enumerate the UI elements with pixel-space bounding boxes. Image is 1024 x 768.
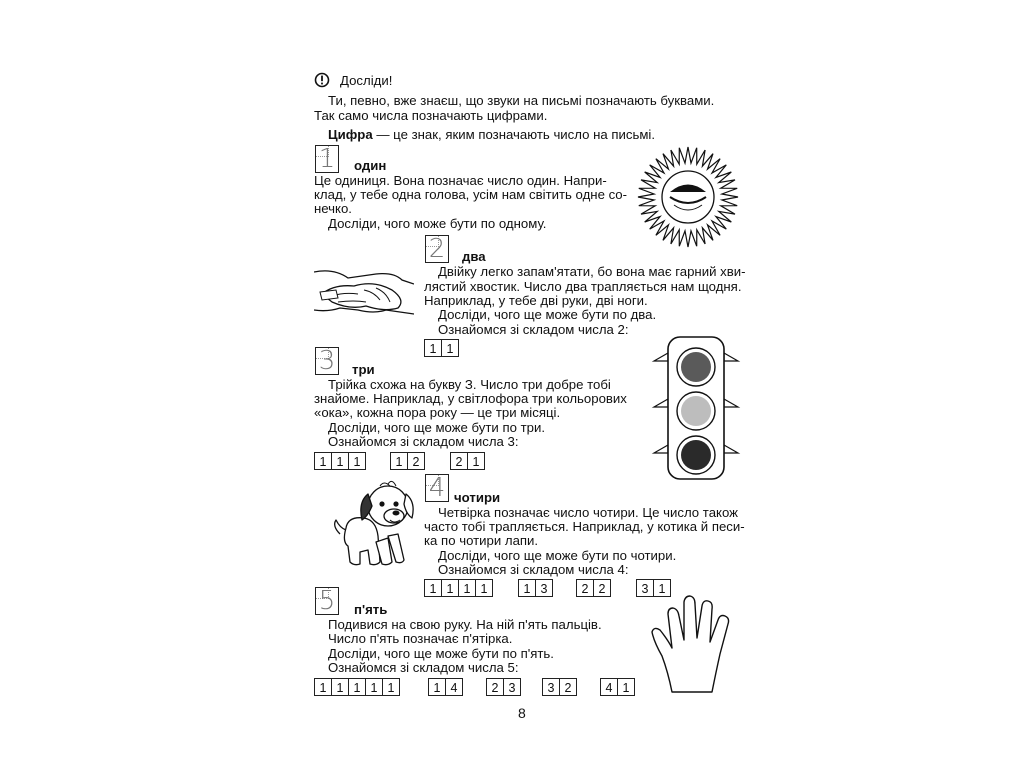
text-line: «ока», кожна пора року — це три місяці.: [314, 405, 561, 420]
text-line: ка по чотири лапи.: [424, 533, 539, 548]
text-line: Це одиниця. Вона позначає число один. Напри-: [314, 173, 607, 188]
hand-illustration: [650, 592, 742, 696]
text-line: Наприклад, у тебе дві руки, дві ноги.: [424, 293, 648, 308]
number-word-two: два: [462, 249, 486, 264]
text-line: Досліди, чого може бути по одному.: [328, 216, 547, 231]
digit-box-three: 3: [315, 347, 339, 375]
composition-cell: 1: [331, 678, 349, 696]
composition-cell: 1: [441, 339, 459, 357]
composition-5-3: [542, 678, 577, 696]
composition-cell: 3: [542, 678, 560, 696]
number-word-four: чотири: [454, 490, 501, 505]
composition-cell: 1: [424, 339, 442, 357]
composition-cell: 3: [535, 579, 553, 597]
composition-5-0: [314, 678, 400, 696]
text-line: лястий хвостик. Число два трапляється нам щодня.: [424, 279, 742, 294]
composition-cell: 1: [424, 579, 442, 597]
number-word-three: три: [352, 362, 375, 377]
digit-box-two: 2: [425, 235, 449, 263]
definition: [328, 127, 655, 142]
text-line: Досліди, чого ще може бути по п'ять.: [328, 646, 554, 661]
text-line: Двійку легко запам'ятати, бо вона має гарний хви-: [438, 264, 746, 279]
text-line: нечко.: [314, 201, 352, 216]
text-line: Трійка схожа на букву З. Число три добре тобі: [328, 377, 611, 392]
intro-line: Ти, певно, вже знаєш, що звуки на письмі позначають буквами.: [328, 93, 715, 108]
text-line: часто тобі трапляється. Наприклад, у котика й песи-: [424, 519, 745, 534]
composition-3-2: [450, 452, 485, 470]
text-line: Ознайомся зі складом числа 3:: [328, 434, 519, 449]
composition-3-0: [314, 452, 366, 470]
composition-4-2: [576, 579, 611, 597]
text-line: Досліди, чого ще може бути по два.: [438, 307, 657, 322]
composition-cell: 2: [450, 452, 468, 470]
text-line: Досліди, чого ще може бути по три.: [328, 420, 545, 435]
page-number: 8: [518, 705, 526, 721]
text-line: Число п'ять позначає п'ятірка.: [328, 631, 513, 646]
composition-cell: 4: [600, 678, 618, 696]
number-word-one: один: [354, 158, 387, 173]
puppy-illustration: [330, 476, 414, 572]
traffic-light-illustration: [650, 333, 742, 483]
composition-cell: 3: [636, 579, 654, 597]
composition-3-1: [390, 452, 425, 470]
composition-cell: 1: [348, 452, 366, 470]
intro-line: Так само числа позначають цифрами.: [314, 108, 548, 123]
section-title: Досліди!: [340, 73, 393, 88]
composition-cell: 1: [331, 452, 349, 470]
digit-box-five: 5: [315, 587, 339, 615]
text-line: Досліди, чого ще може бути по чотири.: [438, 548, 677, 563]
text-line: Ознайомся зі складом числа 5:: [328, 660, 519, 675]
text-line: знайоме. Наприклад, у світлофора три кольорових: [314, 391, 627, 406]
definition-text: — це знак, яким позначають число на письмі.: [372, 127, 656, 142]
composition-5-2: [486, 678, 521, 696]
composition-cell: 1: [314, 678, 332, 696]
composition-cell: 1: [467, 452, 485, 470]
digit-box-one: 1: [315, 145, 339, 173]
composition-cell: 1: [458, 579, 476, 597]
composition-cell: 3: [503, 678, 521, 696]
definition-term: Цифра: [328, 127, 373, 142]
exclamation-circle-icon: [314, 72, 330, 88]
number-word-five: п'ять: [354, 602, 388, 617]
composition-cell: 2: [559, 678, 577, 696]
composition-cell: 1: [518, 579, 536, 597]
text-line: Ознайомся зі складом числа 4:: [438, 562, 629, 577]
composition-cell: 2: [576, 579, 594, 597]
composition-5-1: [428, 678, 463, 696]
composition-cell: 1: [617, 678, 635, 696]
composition-cell: 1: [441, 579, 459, 597]
text-line: Подивися на свою руку. На ній п'ять пальців.: [328, 617, 602, 632]
composition-cell: 1: [365, 678, 383, 696]
composition-cell: 1: [428, 678, 446, 696]
composition-cell: 1: [653, 579, 671, 597]
text-line: Ознайомся зі складом числа 2:: [438, 322, 629, 337]
composition-2-0: [424, 339, 459, 357]
sun-illustration: [636, 145, 740, 249]
composition-cell: 1: [382, 678, 400, 696]
text-line: Четвірка позначає число чотири. Це число також: [438, 505, 738, 520]
text-line: клад, у тебе одна голова, усім нам світить одне со-: [314, 187, 628, 202]
composition-cell: 2: [593, 579, 611, 597]
composition-cell: 2: [407, 452, 425, 470]
composition-cell: 1: [390, 452, 408, 470]
composition-cell: 1: [348, 678, 366, 696]
digit-box-four: 4: [425, 474, 449, 502]
composition-4-1: [518, 579, 553, 597]
composition-cell: 1: [475, 579, 493, 597]
hands-illustration: [314, 262, 414, 320]
composition-4-0: [424, 579, 493, 597]
composition-cell: 2: [486, 678, 504, 696]
composition-5-4: [600, 678, 635, 696]
composition-cell: 1: [314, 452, 332, 470]
composition-cell: 4: [445, 678, 463, 696]
